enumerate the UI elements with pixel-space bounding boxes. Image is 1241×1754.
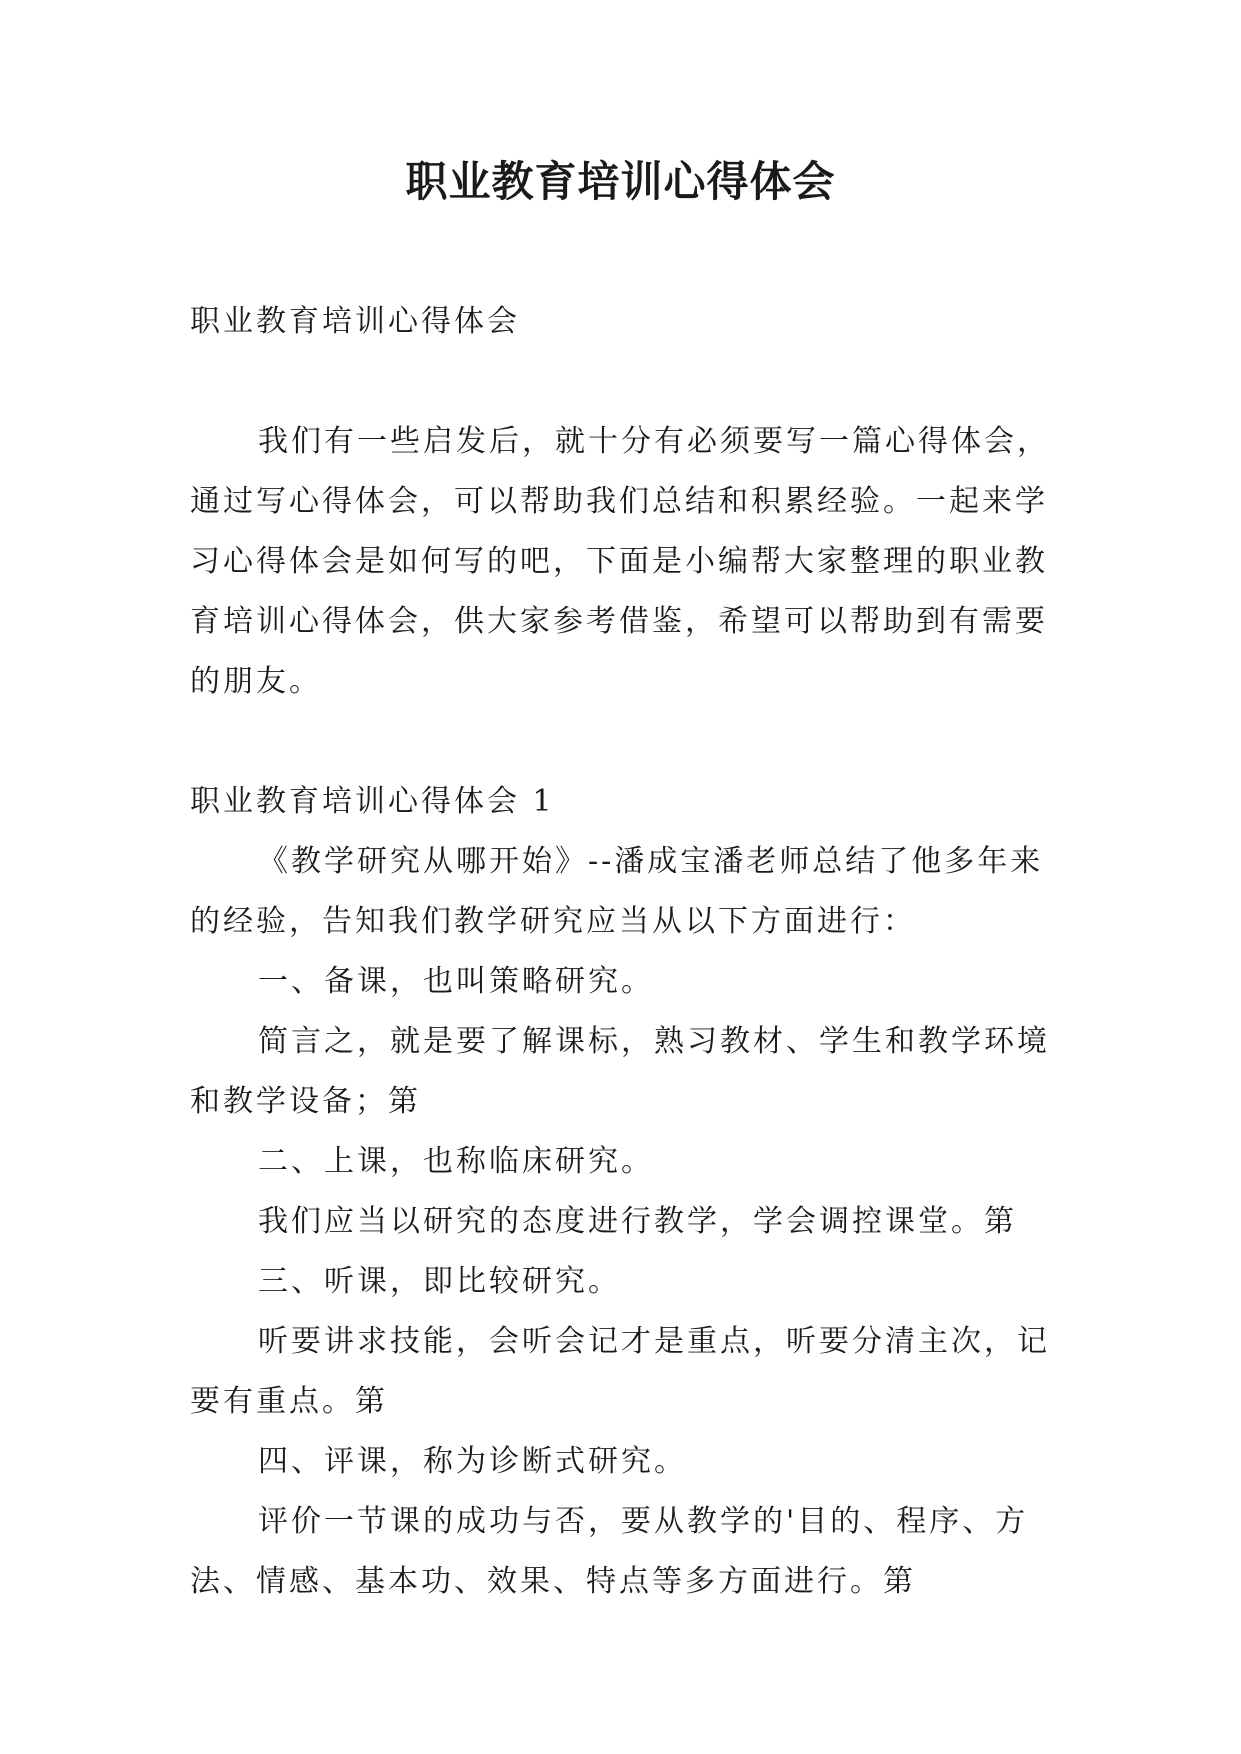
paragraph: 简言之，就是要了解课标，熟习教材、学生和教学环境和教学设备；第 — [190, 1024, 1050, 1119]
paragraph: 四、评课，称为诊断式研究。 — [258, 1444, 687, 1479]
paragraph: 我们应当以研究的态度进行教学，学会调控课堂。第 — [258, 1204, 1017, 1239]
paragraph: 听要讲求技能，会听会记才是重点，听要分清主次，记要有重点。第 — [190, 1324, 1050, 1419]
section-heading: 职业教育培训心得体会 1 — [190, 784, 555, 819]
paragraph: 一、备课，也叫策略研究。 — [258, 964, 654, 999]
paragraph: 三、听课，即比较研究。 — [258, 1264, 621, 1299]
intro-paragraph: 我们有一些启发后，就十分有必须要写一篇心得体会，通过写心得体会，可以帮助我们总结和积累经验。一起来学习心得体会是如何写的吧，下面是小编帮大家整理的职业教育培训心得体会，供大家参考借鉴，希望可以帮助到有需要的朋友。 — [190, 424, 1050, 699]
document-title: 职业教育培训心得体会 — [405, 157, 836, 206]
paragraph: 二、上课，也称临床研究。 — [258, 1144, 654, 1179]
paragraph: 评价一节课的成功与否，要从教学的'目的、程序、方法、情感、基本功、效果、特点等多方面进行。第 — [190, 1504, 1029, 1599]
document-body — [190, 292, 1070, 1612]
subtitle: 职业教育培训心得体会 — [190, 304, 520, 339]
paragraph: 《教学研究从哪开始》--潘成宝潘老师总结了他多年来的经验，告知我们教学研究应当从以下方面进行： — [190, 844, 1044, 939]
